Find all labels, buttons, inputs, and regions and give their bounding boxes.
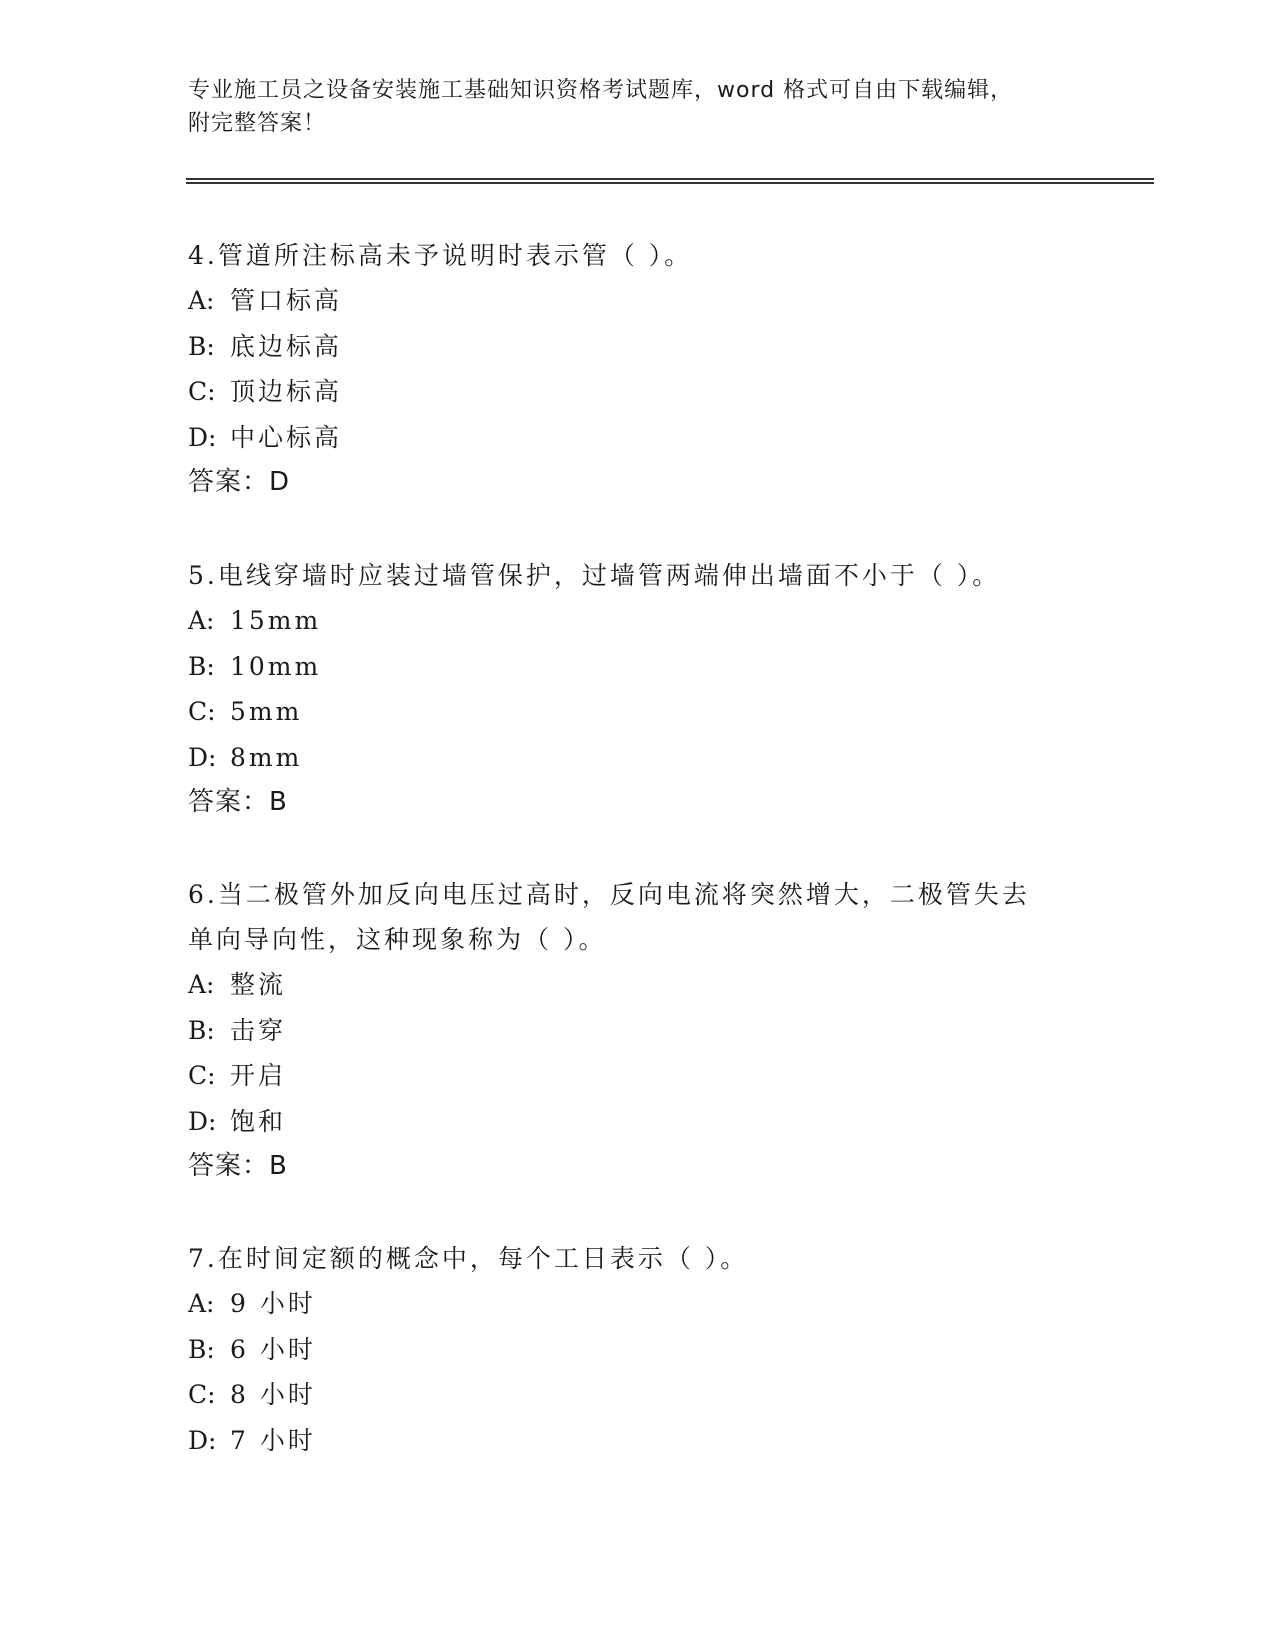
option-text: 开启 bbox=[230, 1061, 287, 1090]
option-text: 饱和 bbox=[230, 1106, 287, 1136]
header-line-1: 专业施工员之设备安装施工基础知识资格考试题库，word 格式可自由下载编辑， bbox=[188, 78, 1014, 103]
option-text: 顶边标高 bbox=[230, 377, 343, 406]
header-line-2: 附完整答案！ bbox=[188, 111, 327, 136]
option-d bbox=[188, 1418, 1088, 1464]
question-6 bbox=[188, 872, 1088, 1189]
option-letter: D: bbox=[188, 1425, 217, 1455]
option-letter: B: bbox=[188, 1015, 215, 1045]
option-letter: B: bbox=[188, 651, 215, 681]
option-text: 5mm bbox=[230, 697, 303, 726]
option-text: 15mm bbox=[230, 606, 322, 635]
option-a bbox=[188, 598, 1088, 644]
option-letter: C: bbox=[188, 697, 216, 726]
question-stem-line-1: 6.当二极管外加反向电压过高时，反向电流将突然增大，二极管失去 bbox=[188, 880, 1030, 909]
option-b bbox=[188, 324, 1088, 370]
option-letter: C: bbox=[188, 1061, 216, 1090]
answer-line: 答案：B bbox=[188, 1151, 288, 1181]
answer-line: 答案：D bbox=[188, 467, 291, 497]
question-stem-line-2: 单向导向性，这种现象称为（ ）。 bbox=[188, 925, 607, 954]
option-text: 管口标高 bbox=[230, 286, 343, 315]
option-text: 7 小时 bbox=[230, 1425, 316, 1455]
option-d bbox=[188, 415, 1088, 461]
option-text: 整流 bbox=[230, 970, 287, 999]
option-letter: D: bbox=[188, 742, 217, 772]
option-letter: D: bbox=[188, 422, 217, 452]
option-c bbox=[188, 689, 1088, 735]
option-b bbox=[188, 1327, 1088, 1373]
option-d bbox=[188, 1099, 1088, 1145]
document-header bbox=[188, 74, 1088, 140]
option-d bbox=[188, 735, 1088, 781]
option-text: 底边标高 bbox=[230, 331, 343, 361]
option-text: 10mm bbox=[230, 651, 322, 681]
option-text: 9 小时 bbox=[230, 1289, 316, 1318]
answer-line: 答案：B bbox=[188, 787, 288, 817]
option-letter: B: bbox=[188, 331, 215, 361]
option-c bbox=[188, 1053, 1088, 1099]
option-letter: A: bbox=[188, 1289, 215, 1318]
option-text: 中心标高 bbox=[230, 422, 343, 452]
option-letter: A: bbox=[188, 970, 215, 999]
question-5 bbox=[188, 553, 1088, 825]
option-letter: C: bbox=[188, 377, 216, 406]
question-stem: 4.管道所注标高未予说明时表示管（ ）。 bbox=[188, 241, 693, 270]
option-text: 6 小时 bbox=[230, 1334, 316, 1364]
question-stem: 7.在时间定额的概念中，每个工日表示（ ）。 bbox=[188, 1244, 749, 1273]
option-c bbox=[188, 1372, 1088, 1418]
option-b bbox=[188, 644, 1088, 690]
option-text: 8 小时 bbox=[230, 1380, 316, 1409]
question-stem: 5.电线穿墙时应装过墙管保护，过墙管两端伸出墙面不小于（ ）。 bbox=[188, 561, 1001, 590]
header-divider bbox=[186, 178, 1154, 184]
option-c bbox=[188, 369, 1088, 415]
option-letter: C: bbox=[188, 1380, 216, 1409]
question-4 bbox=[188, 233, 1088, 505]
option-text: 击穿 bbox=[230, 1015, 287, 1045]
option-letter: A: bbox=[188, 286, 215, 315]
option-b bbox=[188, 1008, 1088, 1054]
option-a bbox=[188, 962, 1088, 1008]
question-7 bbox=[188, 1236, 1088, 1463]
option-letter: A: bbox=[188, 606, 215, 635]
option-a bbox=[188, 1281, 1088, 1327]
option-letter: B: bbox=[188, 1334, 215, 1364]
option-letter: D: bbox=[188, 1106, 217, 1136]
option-text: 8mm bbox=[230, 742, 303, 772]
option-a bbox=[188, 278, 1088, 324]
